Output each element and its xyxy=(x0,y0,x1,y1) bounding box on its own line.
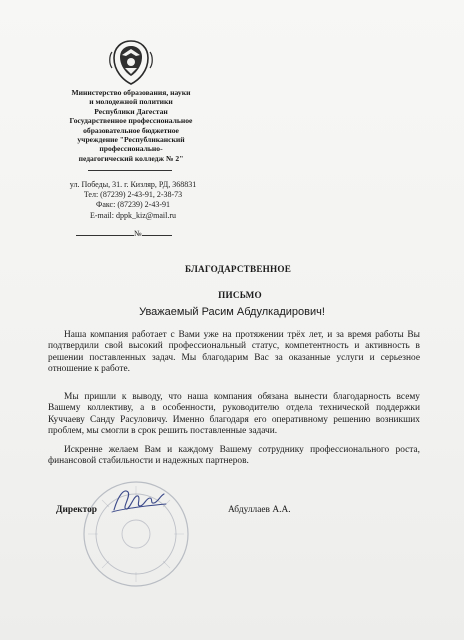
signature-name: Абдуллаев А.А. xyxy=(228,505,291,515)
phone-line: Тел: (87239) 2-43-91, 2-38-73 xyxy=(83,190,183,200)
paragraph-text: Наша компания работает с Вами уже на протяжении трёх лет, и за время работы Вы подтвердили свой высокий профессиональный статус, компетентность и активность в решении поставленных задач. Мы благодарим Вас за оказанные услуги и серьезное отношение к работе. xyxy=(48,330,420,375)
reg-date-blank xyxy=(76,228,134,236)
coat-of-arms-emblem xyxy=(108,38,154,86)
email-line: E-mail: dppk_kiz@mail.ru xyxy=(89,210,176,220)
reg-number-blank xyxy=(142,228,172,236)
letter-title-line2: ПИСЬМО xyxy=(218,290,262,300)
paragraph xyxy=(48,330,420,376)
header-divider xyxy=(88,170,172,171)
paragraph-text: Мы пришли к выводу, что наша компания обязана вынести благодарность всему Вашему коллективу, а в особенности, руководителю отдела технической поддержки Куччаеву Санду Расуловичу. Именно благодаря его оперативному решению возникших проблем, мы смогли в срок решить поставленные задачи. xyxy=(48,392,420,437)
org-line: педагогический колледж № 2" xyxy=(78,153,184,163)
org-line: Государственное профессиональное xyxy=(69,116,193,126)
address-line: ул. Победы, 31. г. Кизляр, РД, 368831 xyxy=(69,180,197,189)
org-line: Республики Дагестан xyxy=(94,106,168,116)
org-line: Министерство образования, науки xyxy=(71,88,191,97)
org-line: образовательное бюджетное xyxy=(83,125,179,135)
greeting: Уважаемый Расим Абдулкадирович! xyxy=(139,306,325,318)
handwritten-signature xyxy=(108,482,170,518)
paragraph xyxy=(48,445,420,468)
org-line: и молодежной политики xyxy=(89,97,173,107)
contacts-block xyxy=(48,180,218,221)
org-line: учреждение "Республиканский xyxy=(77,135,185,145)
number-sign: № xyxy=(134,229,142,238)
fax-line: Факс: (87239) 2-43-91 xyxy=(96,200,170,210)
org-line: профессионально- xyxy=(99,144,163,154)
organization-block xyxy=(50,88,212,163)
signature-title: Директор xyxy=(56,505,98,515)
paragraph-text: Искренне желаем Вам и каждому Вашему сотруднику профессионального роста, финансовой стабильности и надежных партнеров. xyxy=(48,445,420,467)
letter-title-line1: БЛАГОДАРСТВЕННОЕ xyxy=(184,264,292,274)
paragraph xyxy=(48,392,420,438)
registration-number-line xyxy=(76,228,172,238)
